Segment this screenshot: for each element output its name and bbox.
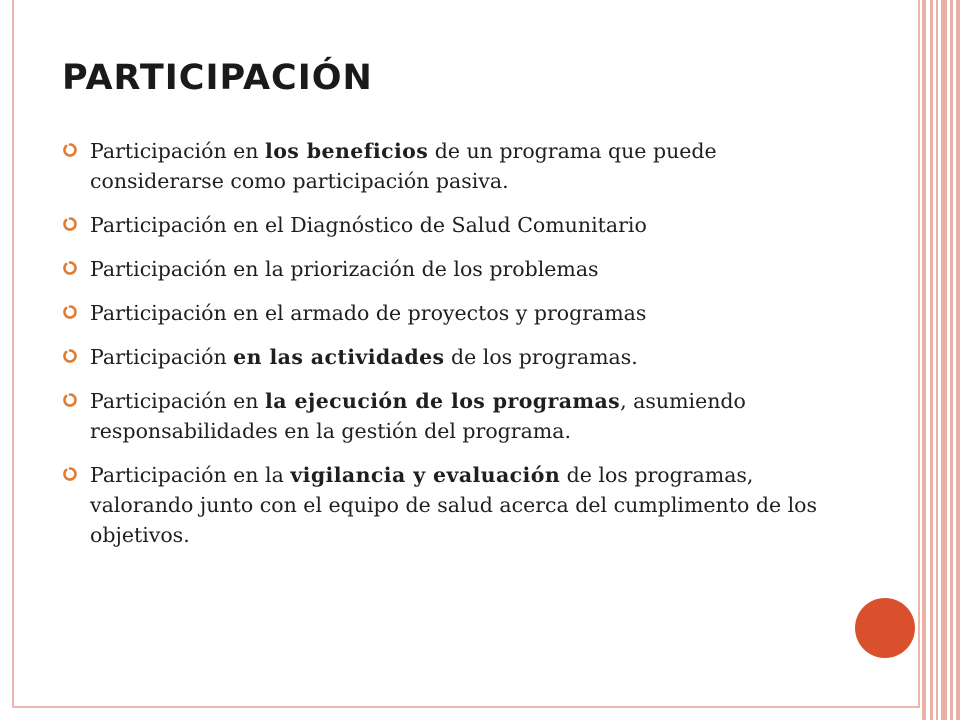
open-ring-bullet-icon xyxy=(62,348,78,364)
open-ring-bullet-icon xyxy=(62,466,78,482)
open-ring-bullet-icon xyxy=(62,216,78,232)
bullet-text: Participación xyxy=(90,345,234,369)
bullet-bold-text: los beneficios xyxy=(265,139,429,163)
bullet-text: de los programas, valorando junto con el equipo de salud acerca del cumplimento de los objetivos. xyxy=(90,463,818,547)
bullet-bold-text: vigilancia y evaluación xyxy=(290,463,561,487)
open-ring-bullet-icon xyxy=(62,260,78,276)
open-ring-bullet-icon xyxy=(62,304,78,320)
bullet-text: Participación en el armado de proyectos y programas xyxy=(90,301,647,325)
list-item xyxy=(62,386,842,446)
list-item xyxy=(62,460,842,550)
bullet-text: Participación en la xyxy=(90,463,291,487)
open-ring-bullet-icon xyxy=(62,392,78,408)
list-item xyxy=(62,136,842,196)
open-ring-bullet-icon xyxy=(62,142,78,158)
list-item xyxy=(62,342,842,372)
slide-title: PARTICIPACIÓN xyxy=(62,58,373,98)
bullet-text: Participación en xyxy=(90,389,266,413)
orange-circle-decoration xyxy=(855,598,915,658)
bullet-text: Participación en la priorización de los problemas xyxy=(90,257,599,281)
bullet-text: , asumiendo responsabilidades en la gestión del programa. xyxy=(90,389,746,443)
decorative-stripes xyxy=(920,0,960,720)
bullet-text: de los programas. xyxy=(444,345,638,369)
bullet-text: Participación en xyxy=(90,139,266,163)
bullet-bold-text: en las actividades xyxy=(233,345,445,369)
bullet-list xyxy=(62,136,842,564)
list-item xyxy=(62,254,842,284)
list-item xyxy=(62,210,842,240)
bullet-text: Participación en el Diagnóstico de Salud Comunitario xyxy=(90,213,647,237)
bullet-text: de un programa que puede considerarse como participación pasiva. xyxy=(90,139,717,193)
list-item xyxy=(62,298,842,328)
bullet-bold-text: la ejecución de los programas xyxy=(265,389,621,413)
